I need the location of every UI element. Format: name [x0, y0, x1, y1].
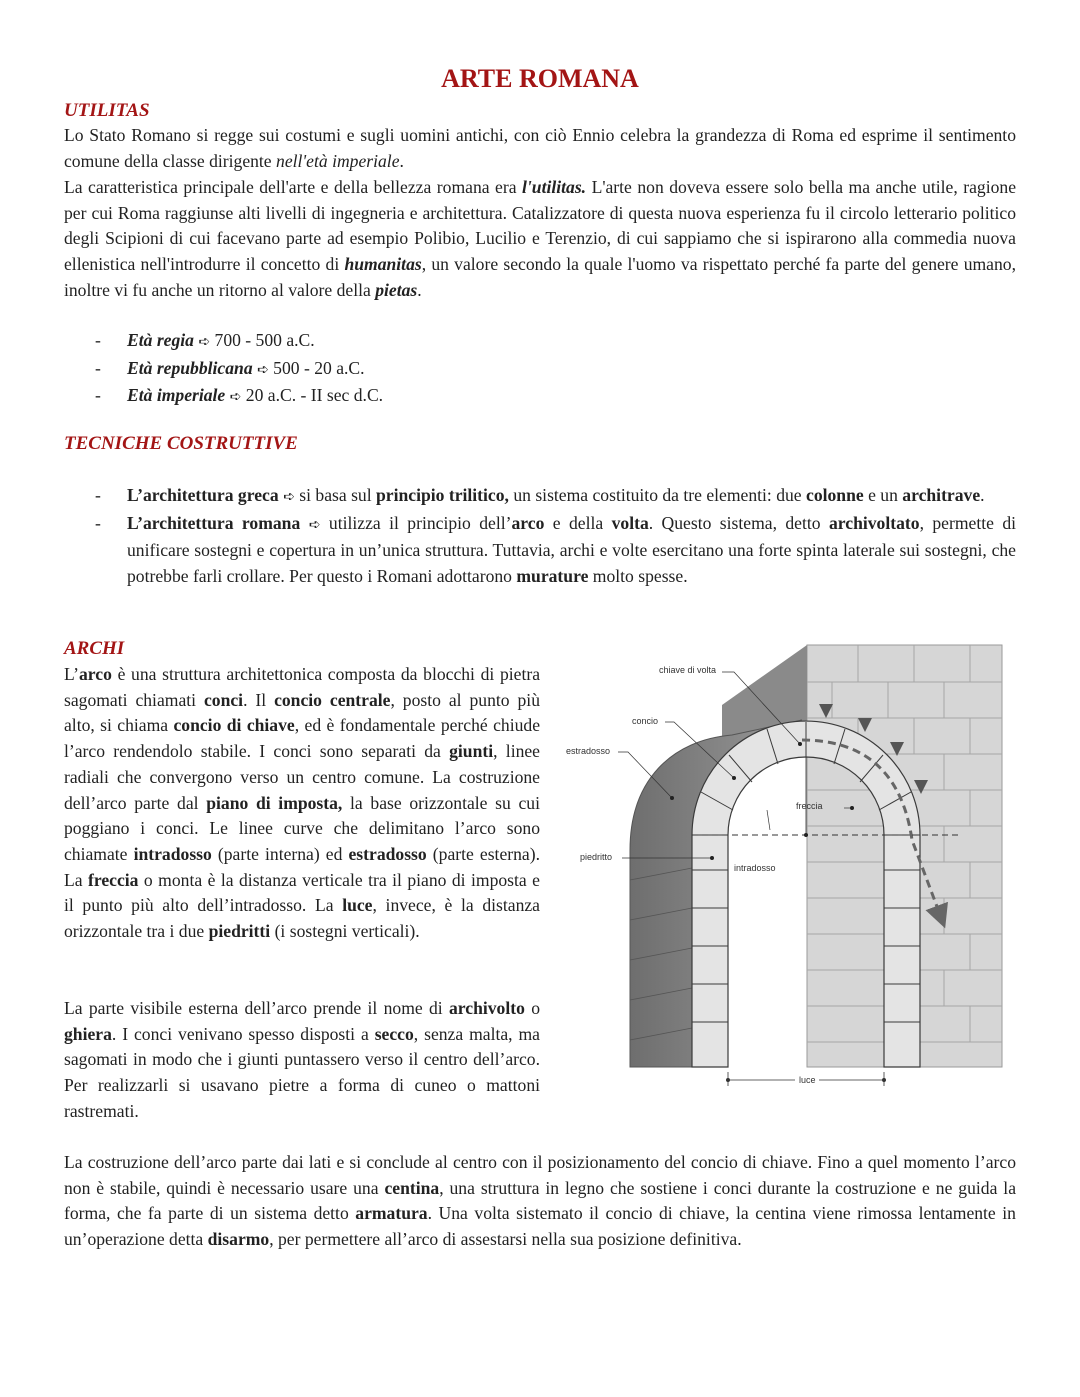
arrow-icon: ➪	[198, 334, 211, 350]
text-run: o	[524, 998, 540, 1018]
text-run: , ed è fondamentale perché chiude l’arco rendendolo stabile. I conci sono separati da	[64, 715, 540, 762]
text-run: e un	[863, 485, 903, 505]
text-run: nell'età imperiale	[276, 150, 400, 171]
text-run: , un valore secondo la quale l'uomo va rispettato perché fa parte del genere umano, inoltre vi fu anche un ritorno al valore della	[64, 254, 1016, 300]
text-run: humanitas	[344, 254, 422, 275]
period-item: - Età imperiale ➪ 20 a.C. - II sec d.C.	[95, 383, 1016, 411]
text-run: freccia	[88, 869, 139, 890]
text-run: , linee radiali che convergono verso un centro comune. La costruzione dell’arco parte dal	[64, 741, 540, 813]
text-run: , posto al punto più alto, si chiama	[64, 689, 540, 736]
text-run: concio di chiave	[173, 715, 295, 736]
label-luce: luce	[799, 1075, 816, 1085]
arch-diagram	[562, 640, 1006, 1090]
text-run: colonne	[806, 485, 864, 505]
tecniche-list	[95, 483, 1016, 590]
label-chiave-di-volta: chiave di volta	[659, 665, 717, 675]
text-run: e della	[544, 512, 612, 533]
back-wall	[722, 645, 1002, 1067]
text-run: concio centrale	[274, 689, 391, 710]
arrow-icon: ➪	[257, 361, 269, 378]
text-run: L’architettura romana	[127, 512, 301, 533]
heading-utilitas: UTILITAS	[64, 100, 150, 121]
text-run: centina	[384, 1177, 440, 1198]
text-run: volta	[611, 512, 649, 533]
archi-paragraph-3	[64, 1150, 1016, 1253]
period-item: - Età regia ➪ 700 - 500 a.C.	[95, 328, 1016, 356]
text-run: principio trilitico,	[376, 485, 509, 505]
text-run: luce	[342, 895, 373, 916]
text-run: , permette di unificare sostegni e copertura in un’unica struttura. Tuttavia, archi e volte esercitano una forte spinta laterale sui sostegni, che potrebbe farli crollare. Per questo i Romani adottarono	[127, 512, 1017, 587]
text-run: si basa sul	[299, 485, 377, 505]
text-run: un sistema costituito da tre elementi: due	[508, 485, 807, 505]
text-run: disarmo	[207, 1229, 270, 1250]
text-run: intradosso	[133, 843, 212, 864]
text-run: .	[417, 279, 422, 300]
utilitas-paragraph-2	[64, 175, 1016, 304]
label-piedritto: piedritto	[580, 852, 613, 862]
text-run: (parte esterna). La	[64, 843, 540, 890]
text-run: , una struttura in legno che sostiene i conci durante la costruzione e ne guida la forma, che fa parte di un sistema detto	[64, 1177, 1017, 1224]
text-run: molto spesse.	[588, 566, 688, 587]
text-run: . Il	[243, 689, 275, 710]
text-run: l'utilitas.	[522, 177, 587, 197]
text-run: armatura	[355, 1203, 428, 1224]
text-run: architrave	[902, 485, 981, 505]
text-run: .	[980, 485, 985, 505]
periods-list	[95, 328, 1016, 411]
text-run: archivoltato	[828, 512, 920, 533]
arrow-icon: ➪	[278, 489, 300, 505]
text-run: o monta è la distanza verticale tra il piano di imposta e il punto più alto dell’intradosso. La	[64, 869, 540, 916]
period-item: - Età repubblicana ➪ 500 - 20 a.C.	[95, 356, 1016, 384]
text-run: estradosso	[348, 843, 427, 864]
text-run: piedritti	[208, 921, 271, 942]
arrow-icon: ➪	[229, 389, 242, 406]
text-run: .	[399, 150, 404, 171]
luce-dimension	[726, 1072, 886, 1086]
text-run: (i sostegni verticali).	[270, 921, 420, 942]
arrow-icon: ➪	[300, 516, 329, 533]
text-run: piano di imposta,	[206, 792, 343, 813]
text-run: Lo Stato Romano si regge sui costumi e sugli uomini antichi, con ciò Ennio celebra la grandezza di Roma ed esprime il sentimento comune della classe dirigente	[64, 125, 1016, 171]
tecniche-item	[95, 511, 1016, 590]
text-run: , senza malta, ma sagomati in modo che i giunti puntassero verso il centro dell’arco. Per realizzarli si usavano pietre a forma di cuneo o mattoni rastremati.	[64, 1023, 540, 1121]
text-run: . Una volta sistemato il concio di chiave, la centina viene rimossa lentamente in un’operazione detta	[64, 1203, 1016, 1250]
heading-tecniche: TECNICHE COSTRUTTIVE	[64, 433, 298, 454]
label-estradosso: estradosso	[566, 746, 611, 756]
page-title: ARTE ROMANA	[441, 64, 639, 93]
text-run: la base orizzontale su cui poggiano i conci. Le linee curve che delimitano l’arco sono chiamate	[64, 792, 540, 864]
text-run: giunti	[449, 741, 494, 762]
archi-paragraph-2	[64, 996, 540, 1125]
text-run: L’architettura greca	[127, 485, 279, 505]
arch-diagram-svg	[562, 640, 1006, 1090]
text-run: La costruzione dell’arco parte dai lati e si conclude al centro con il posizionamento del concio di chiave. Fino a quel momento l’arco non è stabile, quindi è necessario usare una	[64, 1152, 1016, 1198]
label-concio: concio	[632, 716, 659, 726]
label-intradosso: intradosso	[734, 863, 776, 873]
text-run: arco	[79, 664, 112, 684]
text-run: La parte visibile esterna dell’arco prende il nome di	[64, 998, 449, 1018]
text-run: , per permettere all’arco di assestarsi nella sua posizione definitiva.	[269, 1229, 742, 1250]
text-run: secco	[374, 1023, 414, 1044]
text-run: pietas	[375, 279, 418, 300]
text-run: . I conci venivano spesso disposti a	[111, 1023, 375, 1044]
utilitas-paragraph-1	[64, 123, 1016, 174]
text-run: è una struttura architettonica composta da blocchi di pietra sagomati chiamati	[64, 664, 540, 710]
text-run: , invece, è la distanza orizzontale tra i due	[64, 895, 540, 942]
text-run: murature	[516, 566, 589, 587]
archi-paragraph-1	[64, 662, 540, 945]
label-freccia: freccia	[796, 801, 823, 811]
text-run: (parte interna) ed	[211, 843, 349, 864]
text-run: arco	[511, 512, 545, 533]
text-run: ghiera	[64, 1023, 112, 1044]
text-run: La caratteristica principale dell'arte e della bellezza romana era	[64, 177, 523, 197]
text-run: archivolto	[448, 998, 525, 1018]
text-run: L'arte non doveva essere solo bella ma anche utile, ragione per cui Roma raggiunse alti livelli di ingegneria e architettura. Catalizzatore di questa nuova esperienza fu il circolo letterario politico degli Scipioni di cui facevano parte ad esempio Polibio, Lucilio e Terenzio, di cui sappiamo che si ispirarono alla commedia nuova ellenistica nell'introdurre il concetto di	[64, 177, 1016, 275]
text-run: . Questo sistema, detto	[648, 512, 829, 533]
text-run: L’	[64, 664, 79, 684]
heading-archi: ARCHI	[64, 638, 125, 659]
text-run: utilizza il principio dell’	[328, 512, 512, 533]
tecniche-item	[95, 483, 1016, 511]
text-run: conci	[203, 689, 244, 710]
